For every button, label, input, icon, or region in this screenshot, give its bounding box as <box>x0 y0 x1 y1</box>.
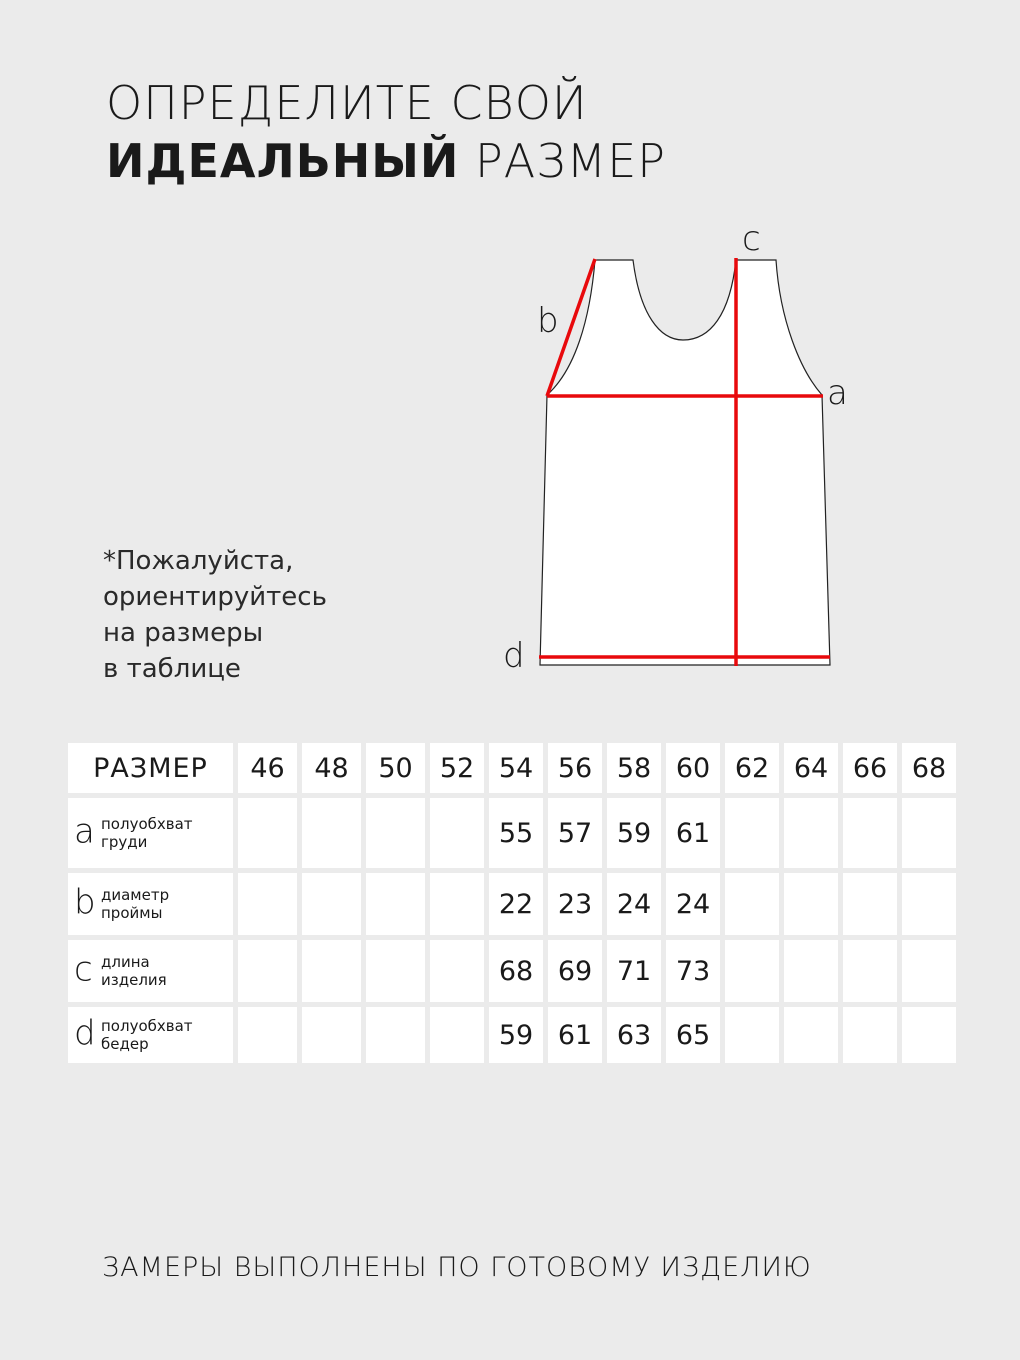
table-cell: 59 <box>489 1007 543 1063</box>
table-cell <box>366 798 425 868</box>
table-cell <box>238 940 297 1002</box>
size-header-cell: 64 <box>784 743 838 793</box>
tank-top-outline <box>540 260 830 665</box>
table-cell <box>843 940 897 1002</box>
row-label <box>68 798 233 868</box>
table-cell: 24 <box>607 873 661 935</box>
table-cell: 69 <box>548 940 602 1002</box>
table-cell <box>302 798 361 868</box>
title-bold-word: ИДЕАЛЬНЫЙ <box>106 134 460 188</box>
table-row <box>68 1007 956 1063</box>
table-cell <box>430 940 484 1002</box>
table-cell <box>843 1007 897 1063</box>
table-cell <box>430 798 484 868</box>
size-header-label: РАЗМЕР <box>68 743 233 793</box>
table-row <box>68 798 956 868</box>
size-header-cell: 58 <box>607 743 661 793</box>
size-header-cell: 46 <box>238 743 297 793</box>
table-cell: 68 <box>489 940 543 1002</box>
table-cell <box>902 798 956 868</box>
table-cell: 73 <box>666 940 720 1002</box>
row-description: полуобхват груди <box>101 815 193 851</box>
row-letter: d <box>74 1013 96 1054</box>
page-title-line-1: ОПРЕДЕЛИТЕ СВОЙ <box>106 76 588 130</box>
row-description: длина изделия <box>101 953 167 989</box>
size-table <box>63 738 961 1068</box>
row-label <box>68 1007 233 1063</box>
row-description: полуобхват бедер <box>101 1017 193 1053</box>
size-header-cell: 50 <box>366 743 425 793</box>
label-b: b <box>537 301 559 341</box>
note-line: *Пожалуйста, <box>103 546 294 576</box>
table-cell: 22 <box>489 873 543 935</box>
row-letter: b <box>74 882 96 923</box>
size-header-cell: 60 <box>666 743 720 793</box>
table-cell <box>725 873 779 935</box>
table-cell <box>302 1007 361 1063</box>
row-label <box>68 873 233 935</box>
table-cell: 65 <box>666 1007 720 1063</box>
size-header-cell: 68 <box>902 743 956 793</box>
size-header-cell: 52 <box>430 743 484 793</box>
table-cell <box>784 873 838 935</box>
label-a: a <box>827 373 848 413</box>
table-cell: 59 <box>607 798 661 868</box>
table-row <box>68 873 956 935</box>
table-cell <box>302 873 361 935</box>
table-cell <box>902 940 956 1002</box>
row-label <box>68 940 233 1002</box>
table-cell <box>784 1007 838 1063</box>
label-c: c <box>742 220 761 259</box>
table-cell <box>238 873 297 935</box>
table-cell: 23 <box>548 873 602 935</box>
size-header-cell: 56 <box>548 743 602 793</box>
table-row <box>68 940 956 1002</box>
size-header-cell: 62 <box>725 743 779 793</box>
table-cell <box>784 798 838 868</box>
table-cell <box>725 940 779 1002</box>
table-cell <box>902 1007 956 1063</box>
table-cell <box>843 798 897 868</box>
table-cell: 55 <box>489 798 543 868</box>
table-cell <box>430 873 484 935</box>
size-header-cell: 66 <box>843 743 897 793</box>
note-line: на размеры <box>103 618 264 648</box>
footer-note: ЗАМЕРЫ ВЫПОЛНЕНЫ ПО ГОТОВОМУ ИЗДЕЛИЮ <box>102 1252 812 1283</box>
table-cell <box>366 873 425 935</box>
table-cell <box>430 1007 484 1063</box>
table-cell <box>843 873 897 935</box>
size-header-cell: 48 <box>302 743 361 793</box>
note-line: ориентируйтесь <box>103 582 327 612</box>
row-letter: c <box>74 949 93 990</box>
table-cell <box>238 1007 297 1063</box>
table-cell <box>784 940 838 1002</box>
table-cell <box>725 1007 779 1063</box>
table-cell: 61 <box>548 1007 602 1063</box>
size-header-row <box>68 743 956 793</box>
table-cell: 63 <box>607 1007 661 1063</box>
table-cell <box>902 873 956 935</box>
table-cell <box>725 798 779 868</box>
row-description: диаметр проймы <box>101 886 170 922</box>
note-line: в таблице <box>103 654 241 684</box>
table-cell <box>238 798 297 868</box>
table-cell <box>366 940 425 1002</box>
table-cell: 24 <box>666 873 720 935</box>
table-cell: 57 <box>548 798 602 868</box>
title-regular-word: РАЗМЕР <box>475 134 667 188</box>
size-header-cell: 54 <box>489 743 543 793</box>
label-d: d <box>503 636 525 676</box>
table-cell <box>366 1007 425 1063</box>
table-cell <box>302 940 361 1002</box>
row-letter: a <box>74 811 95 852</box>
size-note <box>103 543 327 687</box>
table-cell: 61 <box>666 798 720 868</box>
table-cell: 71 <box>607 940 661 1002</box>
tank-top-measurement-diagram <box>490 220 850 680</box>
page-title-line-2 <box>106 134 667 188</box>
